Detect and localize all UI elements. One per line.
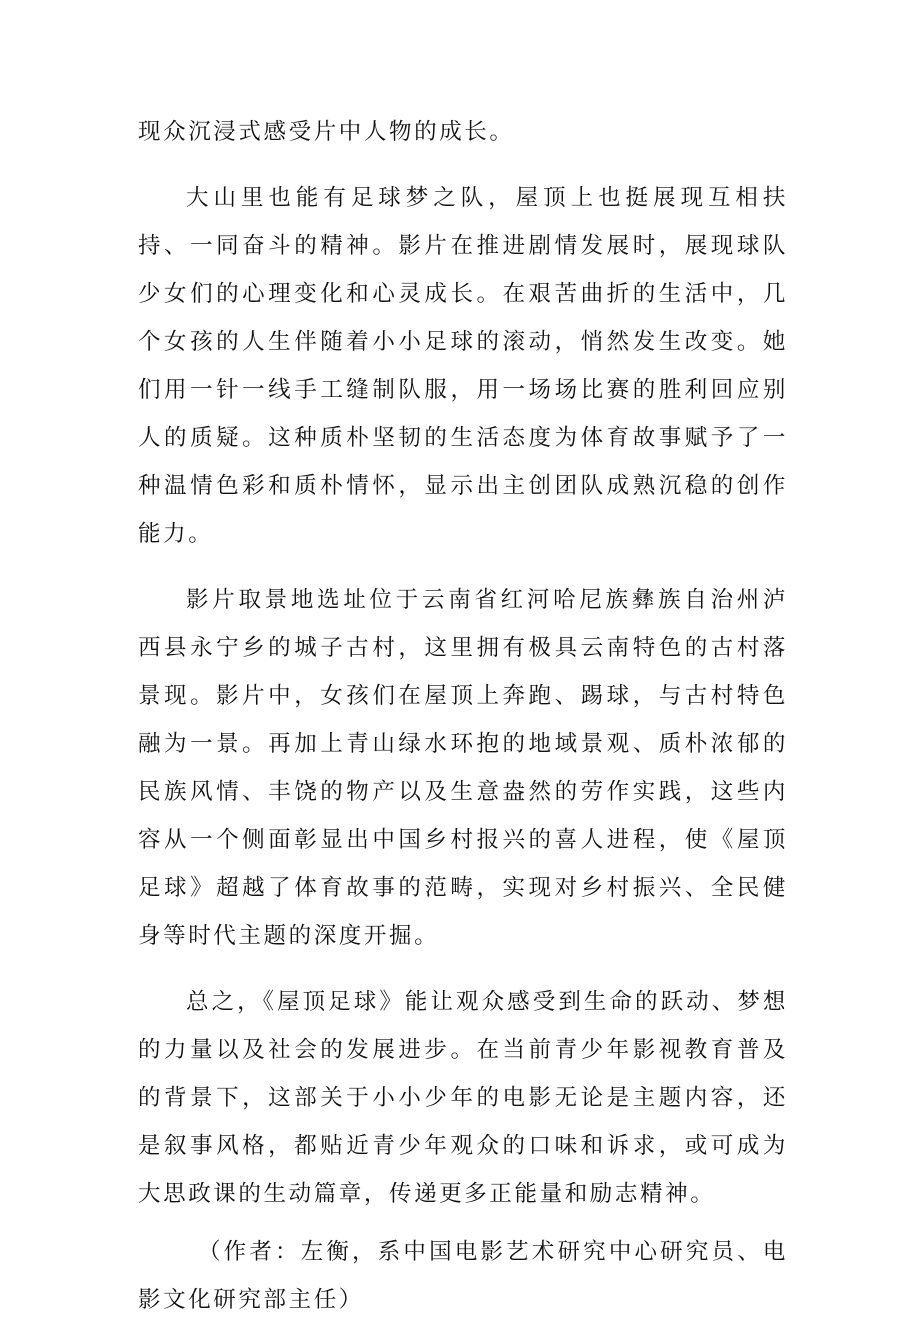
paragraph-continuation: 现众沉浸式感受片中人物的成长。 <box>138 119 515 145</box>
paragraph-team-spirit: 大山里也能有足球梦之队，屋顶上也挺展现互相扶持、一同奋斗的精神。影片在推进剧情发展时，展现球队少女们的心理变化和心灵成长。在艰苦曲折的生活中，几个女孩的人生伴随着小小足球的滚动，悄然发生改变。她们用一针一线手工缝制队服，用一场场比赛的胜利回应别人的质疑。这种质朴坚韧的生活态度为体育故事赋予了一种温情色彩和质朴情怀，显示出主创团队成熟沉稳的创作能力。 <box>138 185 788 547</box>
author-note: （作者：左衡，系中国电影艺术研究中心研究员、电影文化研究部主任） <box>138 1239 788 1313</box>
article-body <box>138 108 788 1324</box>
paragraph-filming-location: 影片取景地选址位于云南省红河哈尼族彝族自治州泸西县永宁乡的城子古村，这里拥有极具云南特色的古村落景现。影片中，女孩们在屋顶上奔跑、踢球，与古村特色融为一景。再加上青山绿水环抱的地域景观、质朴浓郁的民族风情、丰饶的物产以及生意盎然的劳作实践，这些内容从一个侧面彰显出中国乡村报兴的喜人进程，使《屋顶足球》超越了体育故事的范畴，实现对乡村振兴、全民健身等时代主题的深度开掘。 <box>138 587 788 949</box>
paragraph-conclusion: 总之，《屋顶足球》能让观众感受到生命的跃动、梦想的力量以及社会的发展进步。在当前青少年影视教育普及的背景下，这部关于小小少年的电影无论是主题内容，还是叙事风格，都贴近青少年观众的口味和诉求，或可成为大思政课的生动篇章，传递更多正能量和励志精神。 <box>138 989 788 1207</box>
